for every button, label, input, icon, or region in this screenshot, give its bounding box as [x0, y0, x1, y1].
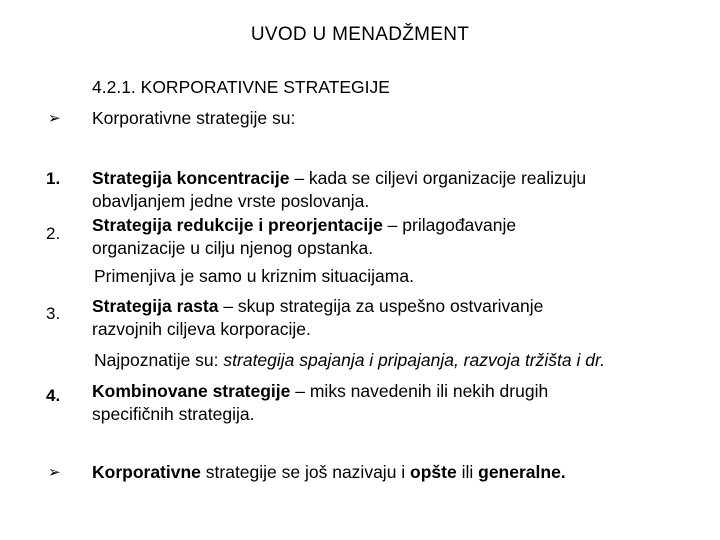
closing-part-1: Korporativne: [92, 462, 201, 482]
item-4-line-1: [92, 380, 548, 403]
intro-text: Korporativne strategije su:: [92, 108, 296, 128]
item-4-sep: –: [290, 381, 310, 401]
item-number-1: 1.: [46, 169, 61, 188]
item-4-line-2: specifičnih strategija.: [92, 404, 255, 424]
item-1-line-2: obavljanjem jedne vrste poslovanja.: [92, 191, 370, 211]
item-1-desc: kada se ciljevi organizacije realizuju: [308, 168, 587, 188]
item-2-line-2: organizacije u cilju njenog opstanka.: [92, 238, 374, 258]
item-3-note-examples: strategija spajanja i pripajanja, razvoja tržišta i dr.: [223, 350, 606, 370]
closing-text: [92, 461, 566, 484]
item-3-line-2: razvojnih ciljeva korporacije.: [92, 319, 311, 339]
page-title: UVOD U MENADŽMENT: [250, 24, 470, 45]
item-3-note: [94, 349, 605, 372]
closing-part-5: generalne.: [478, 462, 566, 482]
item-2-sep: –: [382, 215, 403, 235]
item-1-sep: –: [289, 168, 309, 188]
item-2-term: Strategija redukcije i preorjentacije: [92, 215, 383, 235]
item-3-term: Strategija rasta: [92, 296, 219, 316]
item-3-sep: –: [218, 296, 238, 316]
arrow-bullet-icon: ➢: [48, 464, 61, 481]
item-2-line-1: [92, 214, 516, 237]
closing-part-2: strategije se još nazivaju i: [200, 462, 411, 482]
item-2-note: Primenjiva je samo u kriznim situacijama.: [94, 266, 414, 286]
item-number-4: 4.: [46, 386, 61, 405]
item-3-desc: skup strategija za uspešno ostvarivanje: [237, 296, 544, 316]
item-1-term: Strategija koncentracije: [92, 168, 290, 188]
item-4-term: Kombinovane strategije: [92, 381, 291, 401]
item-3-note-prefix: Najpoznatije su:: [94, 350, 224, 370]
item-3-line-1: [92, 295, 543, 318]
item-2-desc: prilagođavanje: [402, 215, 517, 235]
item-number-2: 2.: [46, 224, 61, 243]
arrow-bullet-icon: ➢: [48, 110, 61, 127]
item-number-3: 3.: [46, 304, 61, 323]
item-4-desc: miks navedenih ili nekih drugih: [309, 381, 549, 401]
section-heading: 4.2.1. KORPORATIVNE STRATEGIJE: [92, 77, 390, 97]
closing-part-3: opšte: [410, 462, 457, 482]
item-1-line-1: [92, 167, 586, 190]
closing-part-4: ili: [456, 462, 479, 482]
